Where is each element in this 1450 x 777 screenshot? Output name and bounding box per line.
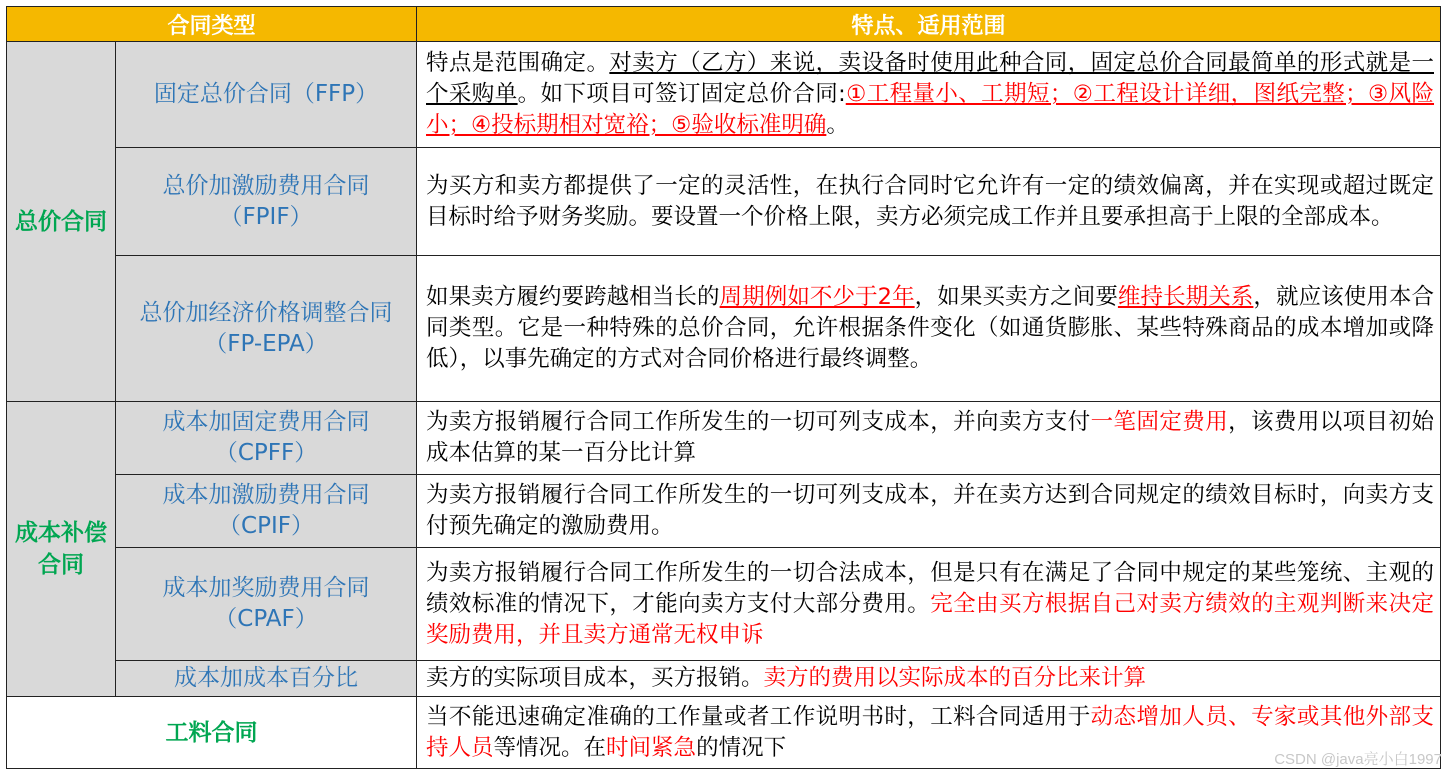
desc-highlight: 时间紧急 [606,734,697,761]
header-features-scope: 特点、适用范围 [417,7,1441,42]
type-cpif [116,475,417,548]
desc-highlight: 一笔固定费用 [1090,409,1229,435]
table-row [7,475,1441,548]
type-cpaf [116,548,417,661]
desc-cpaf [417,548,1441,661]
desc-text: 。 [826,112,849,138]
desc-text: 。如下项目可签订固定总价合同: [517,81,846,107]
table-row [7,402,1441,475]
type-label: 成本加激励费用合同 [162,482,370,508]
desc-text: 为卖方报销履行合同工作所发生的一切可列支成本，并在卖方达到合同规定的绩效目标时，向卖方支付预先确定的激励费用。 [426,482,1435,539]
group-label: 工料合同 [165,719,258,746]
type-code: （CPAF） [214,606,318,632]
desc-fpif [417,148,1441,256]
table-row [7,661,1441,697]
table-row [7,697,1441,769]
table-row [7,148,1441,256]
desc-text: 为买方和卖方都提供了一定的灵活性，在执行合同时它允许有一定的绩效偏离，并在实现或超过既定目标时给予财务奖励。要设置一个价格上限，卖方必须完成工作并且要承担高于上限的全部成本。 [426,172,1435,230]
type-label: 成本加固定费用合同 [162,409,370,435]
desc-highlight: 卖方的费用以实际成本的百分比来计算 [763,665,1147,691]
desc-text: 的情况下 [696,734,787,761]
watermark: CSDN @java亮小白1997 [1274,751,1442,768]
type-code: （CPFF） [214,440,318,466]
desc-text: 为卖方报销履行合同工作所发生的一切可列支成本，并向卖方支付 [426,409,1091,435]
desc-fpepa [417,256,1441,402]
table-row [7,42,1441,148]
desc-text: ，如果买卖方之间要 [914,284,1118,310]
type-fpepa [116,256,417,402]
desc-text: ，就应该使用本合同类型。它是一种特殊的总价合同，允许根据条件变化（如通货膨胀、某些特殊商品的成本增加或降低），以事先确定的方式对合同价格进行最终调整。 [426,284,1435,372]
desc-text: 等情况。在 [493,734,607,761]
type-label: 总价加激励费用合同 [162,172,370,199]
table-row [7,548,1441,661]
type-label: 成本加成本百分比 [174,665,358,691]
group-cost-reimbursable [7,402,116,697]
type-ffp [116,42,417,148]
group-time-material [7,697,417,769]
desc-text: 如果卖方履约要跨越相当长的 [426,284,720,310]
type-code: （CPIF） [218,513,314,539]
group-label: 总价合同 [15,208,107,235]
desc-cppc [417,661,1441,697]
desc-highlight: 维持长期关系 [1117,284,1254,310]
type-code: （FPIF） [219,203,313,230]
contract-types-table [6,6,1441,769]
header-row [7,7,1441,42]
type-label: 固定总价合同（FFP） [153,81,379,107]
header-contract-type: 合同类型 [7,7,417,42]
group-label: 成本补偿合同 [15,520,107,578]
group-fixed-price [7,42,116,402]
desc-underlined: 对卖方（乙方）来说，卖设备时使用此种合同，固定总价合同最简单的形式就是一个采购单 [426,50,1434,107]
desc-text: 当不能迅速确定准确的工作量或者工作说明书时，工料合同适用于 [426,703,1091,730]
type-label: 总价加经济价格调整合同（FP-EPA） [139,299,393,357]
desc-text: 卖方的实际项目成本，买方报销。 [426,665,764,691]
desc-text: 特点是范围确定。 [426,50,610,76]
desc-highlight: 动态增加人员、专家或其他外部支持人员 [426,703,1434,761]
desc-ffp [417,42,1441,148]
desc-highlight: 完全由买方根据自己对卖方绩效的主观判断来决定奖励费用，并且卖方通常无权申诉 [426,590,1434,648]
table-row [7,256,1441,402]
type-label: 成本加奖励费用合同 [162,575,370,601]
desc-text: ，该费用以项目初始成本估算的某一百分比计算 [426,409,1434,466]
desc-text: 为卖方报销履行合同工作所发生的一切合法成本，但是只有在满足了合同中规定的某些笼统、主观的绩效标准的情况下，才能向卖方支付大部分费用。 [426,559,1435,617]
type-cpff [116,402,417,475]
desc-cpif [417,475,1441,548]
desc-highlight: ①工程量小、工期短；②工程设计详细，图纸完整；③风险小；④投标期相对宽裕；⑤验收标准明确 [426,81,1435,138]
desc-cpff [417,402,1441,475]
type-fpif [116,148,417,256]
type-cppc [116,661,417,697]
desc-highlight: 周期例如不少于2年 [719,284,915,310]
